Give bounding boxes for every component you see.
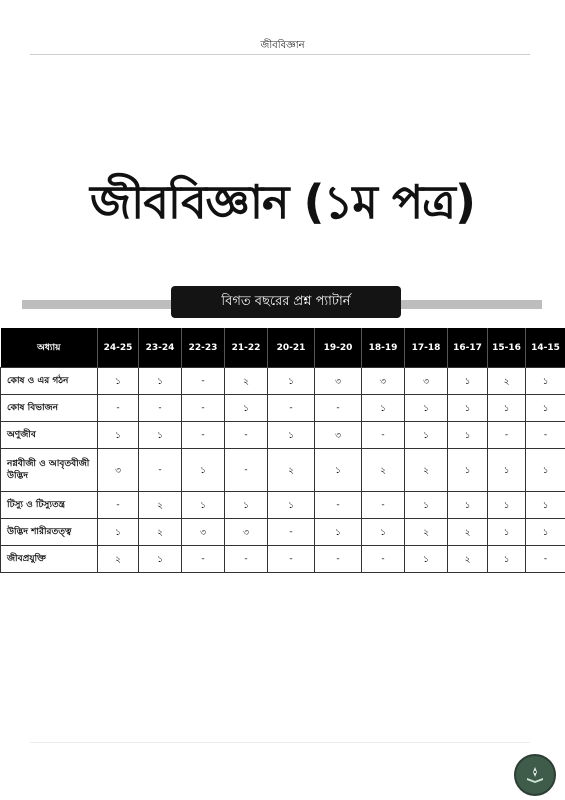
- count-cell: -: [182, 422, 225, 449]
- chapter-cell: টিস্যু ও টিস্যুতন্ত্র: [1, 492, 98, 519]
- count-cell: -: [98, 395, 139, 422]
- count-cell: ১: [448, 422, 488, 449]
- count-cell: ১: [526, 519, 565, 546]
- book-pen-icon: [524, 764, 546, 786]
- count-cell: ৩: [362, 368, 405, 395]
- count-cell: -: [98, 492, 139, 519]
- count-cell: -: [488, 422, 526, 449]
- count-cell: ১: [448, 368, 488, 395]
- count-cell: ১: [225, 395, 268, 422]
- page-title: জীববিজ্ঞান (১ম পত্র): [90, 175, 475, 229]
- count-cell: ২: [225, 368, 268, 395]
- count-cell: ২: [139, 519, 182, 546]
- question-pattern-table: [0, 328, 565, 573]
- count-cell: ২: [405, 449, 448, 492]
- count-cell: -: [526, 422, 565, 449]
- count-cell: ২: [405, 519, 448, 546]
- table-row: [1, 519, 565, 546]
- count-cell: ১: [405, 546, 448, 573]
- count-cell: ২: [488, 368, 526, 395]
- count-cell: ১: [362, 519, 405, 546]
- count-cell: ১: [98, 422, 139, 449]
- count-cell: ১: [405, 395, 448, 422]
- count-cell: ৩: [405, 368, 448, 395]
- count-cell: -: [362, 422, 405, 449]
- count-cell: ২: [98, 546, 139, 573]
- footer-divider: [30, 742, 530, 743]
- count-cell: ১: [315, 519, 362, 546]
- count-cell: ১: [139, 546, 182, 573]
- column-header-year: 19-20: [315, 328, 362, 368]
- count-cell: -: [182, 368, 225, 395]
- count-cell: ১: [488, 546, 526, 573]
- table-row: [1, 422, 565, 449]
- count-cell: -: [182, 546, 225, 573]
- table-row: [1, 449, 565, 492]
- count-cell: -: [139, 449, 182, 492]
- count-cell: ১: [225, 492, 268, 519]
- count-cell: ২: [362, 449, 405, 492]
- count-cell: -: [315, 395, 362, 422]
- count-cell: ১: [488, 449, 526, 492]
- count-cell: ১: [488, 395, 526, 422]
- table-row: [1, 368, 565, 395]
- count-cell: ১: [362, 395, 405, 422]
- column-header-year: 21-22: [225, 328, 268, 368]
- header-divider: [30, 54, 530, 55]
- chapter-cell: জীবপ্রযুক্তি: [1, 546, 98, 573]
- count-cell: ১: [268, 492, 315, 519]
- column-header-year: 22-23: [182, 328, 225, 368]
- column-header-year: 18-19: [362, 328, 405, 368]
- count-cell: ১: [315, 449, 362, 492]
- count-cell: -: [315, 492, 362, 519]
- column-header-year: 15-16: [488, 328, 526, 368]
- count-cell: -: [225, 422, 268, 449]
- count-cell: -: [225, 546, 268, 573]
- column-header-year: 17-18: [405, 328, 448, 368]
- count-cell: ১: [98, 368, 139, 395]
- table-row: [1, 395, 565, 422]
- chapter-cell: উদ্ভিদ শারীরতত্ত্ব: [1, 519, 98, 546]
- count-cell: ১: [448, 492, 488, 519]
- count-cell: ১: [405, 492, 448, 519]
- count-cell: -: [225, 449, 268, 492]
- count-cell: ১: [526, 492, 565, 519]
- count-cell: -: [526, 546, 565, 573]
- chapter-cell: নগ্নবীজী ও আবৃতবীজী উদ্ভিদ: [1, 449, 98, 492]
- column-header-year: 16-17: [448, 328, 488, 368]
- chapter-cell: অণুজীব: [1, 422, 98, 449]
- table-header-row: [1, 328, 565, 368]
- column-header-chapter: অধ্যায়: [1, 328, 98, 368]
- publisher-logo: [514, 754, 556, 796]
- count-cell: ১: [488, 519, 526, 546]
- count-cell: ১: [182, 492, 225, 519]
- running-header: জীববিজ্ঞান: [260, 40, 305, 51]
- count-cell: -: [268, 395, 315, 422]
- table-row: [1, 492, 565, 519]
- count-cell: -: [268, 519, 315, 546]
- count-cell: ১: [526, 449, 565, 492]
- count-cell: ১: [405, 422, 448, 449]
- count-cell: ১: [139, 422, 182, 449]
- count-cell: ১: [448, 449, 488, 492]
- count-cell: -: [315, 546, 362, 573]
- column-header-year: 14-15: [526, 328, 565, 368]
- count-cell: ২: [268, 449, 315, 492]
- count-cell: ৩: [98, 449, 139, 492]
- count-cell: -: [362, 546, 405, 573]
- column-header-year: 24-25: [98, 328, 139, 368]
- table-row: [1, 546, 565, 573]
- count-cell: -: [268, 546, 315, 573]
- count-cell: ২: [448, 546, 488, 573]
- count-cell: -: [139, 395, 182, 422]
- column-header-year: 20-21: [268, 328, 315, 368]
- count-cell: ২: [448, 519, 488, 546]
- count-cell: ১: [139, 368, 182, 395]
- count-cell: ১: [488, 492, 526, 519]
- count-cell: -: [362, 492, 405, 519]
- count-cell: ১: [526, 368, 565, 395]
- count-cell: ১: [448, 395, 488, 422]
- count-cell: ৩: [225, 519, 268, 546]
- count-cell: ৩: [182, 519, 225, 546]
- count-cell: -: [182, 395, 225, 422]
- chapter-cell: কোষ বিভাজন: [1, 395, 98, 422]
- count-cell: ১: [98, 519, 139, 546]
- count-cell: ৩: [315, 422, 362, 449]
- column-header-year: 23-24: [139, 328, 182, 368]
- count-cell: ১: [268, 422, 315, 449]
- chapter-cell: কোষ ও এর গঠন: [1, 368, 98, 395]
- count-cell: ২: [139, 492, 182, 519]
- count-cell: ১: [526, 395, 565, 422]
- count-cell: ৩: [315, 368, 362, 395]
- count-cell: ১: [182, 449, 225, 492]
- count-cell: ১: [268, 368, 315, 395]
- section-banner: বিগত বছরের প্রশ্ন প্যাটার্ন: [171, 286, 401, 318]
